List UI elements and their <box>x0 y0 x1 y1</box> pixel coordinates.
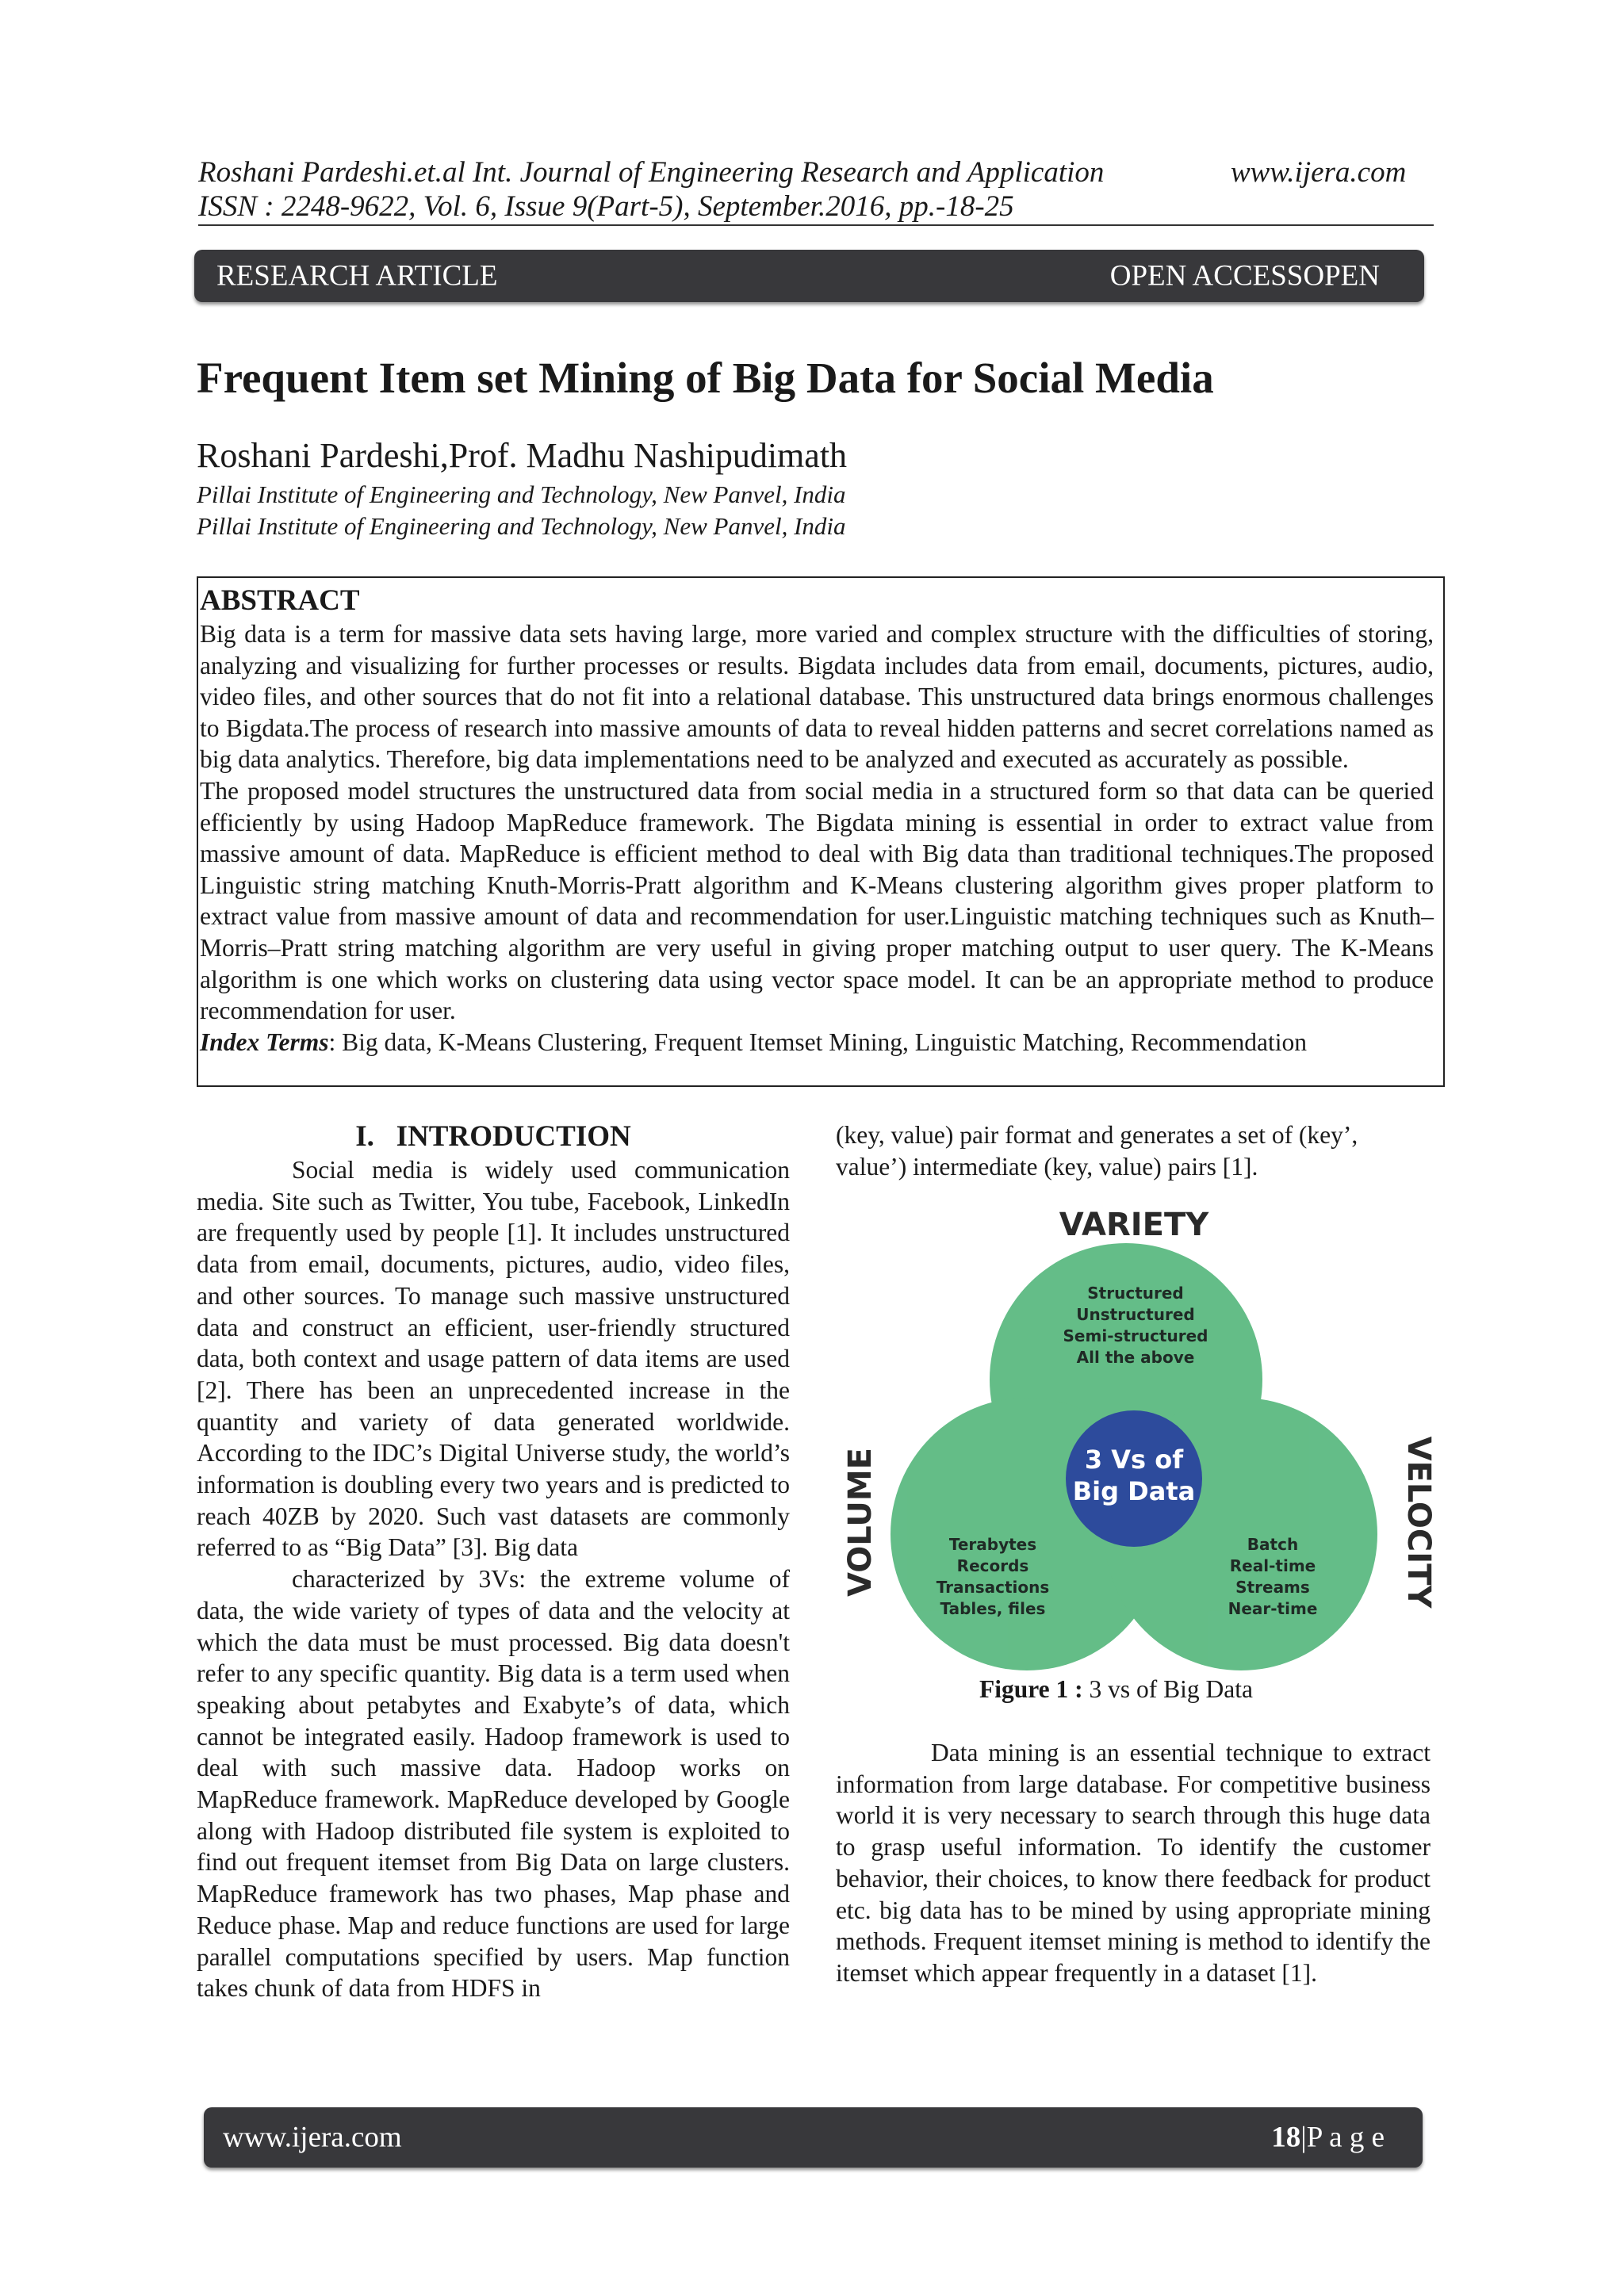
index-terms <box>200 1027 1434 1058</box>
volume-item-3: Transactions <box>936 1578 1050 1597</box>
figure-caption-text: 3 vs of Big Data <box>1082 1675 1254 1703</box>
right-column-top <box>836 1119 1431 1182</box>
footer-page-label: |P a g e <box>1300 2121 1385 2154</box>
paper-authors: Roshani Pardeshi,Prof. Madhu Nashipudimath <box>197 436 848 475</box>
intro-paragraph-2: characterized by 3Vs: the extreme volume of data, the wide variety of types of data and the velocity at which the data must be must processed. Big data doesn't refer to any specific quantity. Big data is a term used when speaking about petabytes and Exabyte’s of data, which cannot be integrated easily. Hadoop framework is used to deal with such massive data. Hadoop works on MapReduce framework. MapReduce developed by Google along with Hadoop distributed file system is exploited to find out frequent itemset from Big Data on large clusters. MapReduce framework has two phases, Map phase and Reduce phase. Map and reduce functions are used for large parallel computations specified by users. Map function takes chunk of data from HDFS in <box>197 1565 790 2003</box>
affiliation-2: Pillai Institute of Engineering and Technology, New Panvel, India <box>197 512 846 540</box>
intro-right-top: (key, value) pair format and generates a set of (key’, value’) intermediate (key, value) pairs [1]. <box>836 1121 1358 1181</box>
banner-research-article: RESEARCH ARTICLE <box>216 259 498 293</box>
three-vs-venn-figure <box>841 1205 1437 1681</box>
velocity-title: VELOCITY <box>1400 1436 1437 1609</box>
article-type-banner <box>194 250 1424 302</box>
variety-item-1: Structured <box>1087 1284 1184 1303</box>
right-column-bottom <box>836 1737 1431 1989</box>
issn-line: ISSN : 2248-9622, Vol. 6, Issue 9(Part-5), September.2016, pp.-18-25 <box>198 190 1014 223</box>
intro-paragraph-1: Social media is widely used communication media. Site such as Twitter, You tube, Facebook, LinkedIn are frequently used by people [1]. It includes unstructured data from email, documents, pictures, audio, video files, and other sources. To manage such massive unstructured data and construct an efficient, user-friendly structured data, both context and usage pattern of data items are used [2]. There has been an unprecedented increase in the quantity and variety of data generated worldwide. According to the IDC’s Digital Universe study, the world’s information is doubling every two years and is predicted to reach 40ZB by 2020. Such vast datasets are commonly referred to as “Big Data” [3]. Big data <box>197 1156 790 1562</box>
velocity-item-2: Real-time <box>1229 1556 1316 1575</box>
abstract-box <box>197 576 1445 1087</box>
velocity-item-1: Batch <box>1247 1535 1299 1554</box>
header-rule <box>198 224 1434 226</box>
abstract-paragraph-2: The proposed model structures the unstructured data from social media in a structured form so that data can be queried efficiently by using Hadoop MapReduce framework. The Bigdata mining is essential in order to extract value from massive amount of data. MapReduce is efficient method to deal with Big data than traditional techniques.The proposed Linguistic string matching Knuth-Morris-Pratt algorithm and K-Means clustering algorithm gives proper platform to extract value from massive amount of data and recommendation for user.Linguistic matching techniques such as Knuth–Morris–Pratt string matching algorithm are very useful in giving proper matching output to user query. The K-Means algorithm is one which works on clustering data using vector space model. It can be an appropriate method to produce recommendation for user. <box>200 776 1434 1025</box>
volume-title: VOLUME <box>842 1448 879 1597</box>
volume-item-2: Records <box>956 1556 1029 1575</box>
variety-item-4: All the above <box>1076 1348 1195 1367</box>
center-label-line-2: Big Data <box>1072 1476 1196 1506</box>
paper-title: Frequent Item set Mining of Big Data for Social Media <box>197 354 1214 402</box>
index-terms-text: : Big data, K-Means Clustering, Frequent Itemset Mining, Linguistic Matching, Recommendation <box>328 1027 1308 1056</box>
intro-right-paragraph: Data mining is an essential technique to extract information from large database. For competitive business world it is very necessary to search through this huge data to grasp useful information. To identify the customer behavior, their choices, to know there feedback for product etc. big data has to be mined by using appropriate mining methods. Frequent itemset mining is method to identify the itemset which appear frequently in a dataset [1]. <box>836 1739 1431 1987</box>
abstract-heading: ABSTRACT <box>200 584 360 617</box>
banner-open-access: OPEN ACCESSOPEN <box>1109 259 1380 293</box>
affiliation-1: Pillai Institute of Engineering and Technology, New Panvel, India <box>197 480 846 508</box>
header-website[interactable]: www.ijera.com <box>1231 156 1407 189</box>
journal-line: Roshani Pardeshi.et.al Int. Journal of Engineering Research and Application <box>198 156 1105 189</box>
intro-heading: I. INTRODUCTION <box>355 1120 631 1153</box>
footer-bar <box>204 2107 1423 2168</box>
variety-item-2: Unstructured <box>1076 1305 1195 1324</box>
left-column <box>197 1119 790 2004</box>
velocity-item-4: Near-time <box>1228 1599 1318 1618</box>
volume-item-1: Terabytes <box>948 1535 1037 1554</box>
variety-item-3: Semi-structured <box>1063 1326 1208 1345</box>
footer-page-number: 18 <box>1271 2121 1301 2154</box>
variety-title: VARIETY <box>1059 1207 1209 1243</box>
footer-page <box>1271 2121 1385 2155</box>
footer-website[interactable]: www.ijera.com <box>223 2121 402 2154</box>
figure-caption-label: Figure 1 : <box>979 1675 1083 1703</box>
velocity-item-3: Streams <box>1235 1578 1310 1597</box>
index-terms-label: Index Terms <box>200 1027 329 1056</box>
volume-item-4: Tables, files <box>940 1599 1046 1618</box>
center-label-line-1: 3 Vs of <box>1084 1445 1184 1475</box>
figure-caption <box>979 1675 1253 1704</box>
abstract-paragraph-1: Big data is a term for massive data sets having large, more varied and complex structure with the difficulties of storing, analyzing and visualizing for further processes or results. Bigdata includes data from email, documents, pictures, audio, video files, and other sources that do not fit into a relational database. This unstructured data brings enormous challenges to Bigdata.The process of research into massive amounts of data to reveal hidden patterns and secret correlations named as big data analytics. Therefore, big data implementations need to be analyzed and executed as accurately as possible. <box>200 620 1434 774</box>
